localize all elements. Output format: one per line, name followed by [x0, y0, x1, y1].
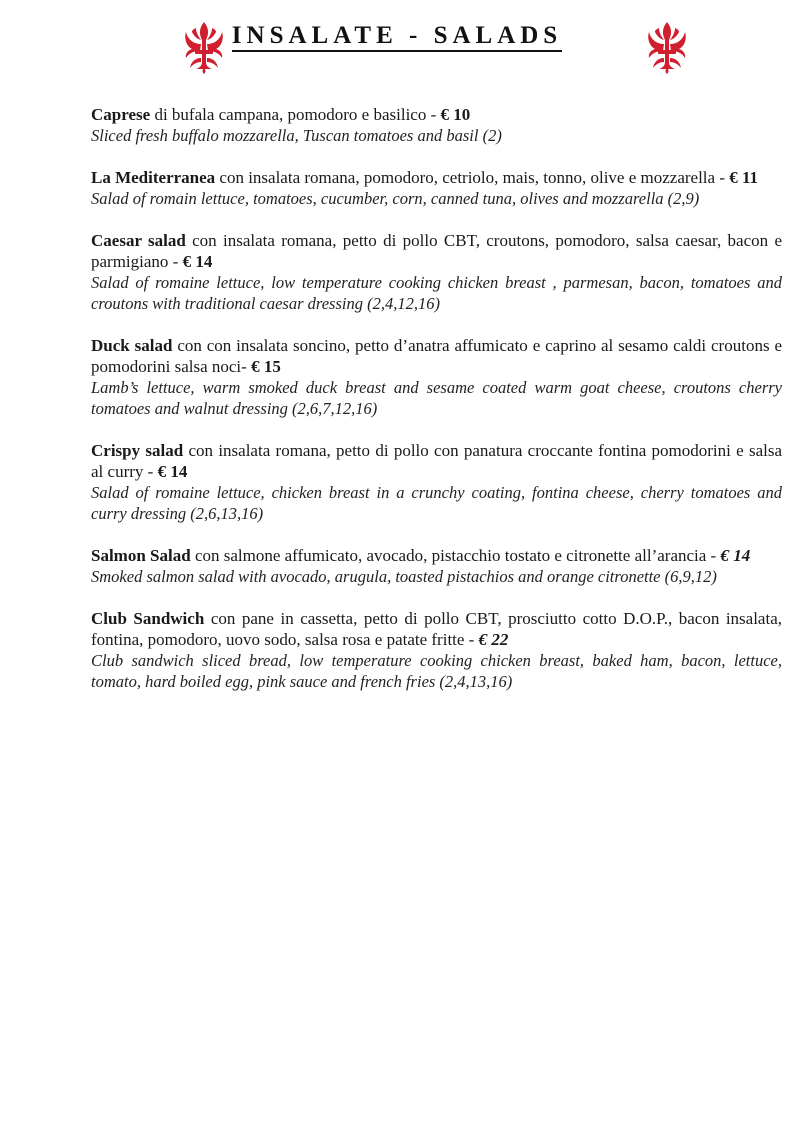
italian-description [91, 608, 782, 650]
italian-description [91, 230, 782, 272]
dish-name: Salmon Salad [91, 546, 191, 565]
english-description: Salad of romaine lettuce, low temperature cooking chicken breast , parmesan, bacon, tomatoes and croutons with traditional caesar dressing (2,4,12,16) [91, 273, 782, 313]
italian-description [91, 545, 782, 566]
english-description: Club sandwich sliced bread, low temperature cooking chicken breast, baked ham, bacon, lettuce, tomato, hard boiled egg, pink sauce and french fries (2,4,13,16) [91, 651, 782, 691]
italian-description [91, 167, 782, 188]
dish-price: € 15 [251, 357, 281, 376]
dish-italian-text: con salmone affumicato, avocado, pistacchio tostato e citronette all’arancia - [194, 546, 721, 565]
dish-italian-text: con pane in cassetta, petto di pollo CBT, prosciutto cotto D.O.P., bacon insalata, fontina, pomodoro, uovo sodo, salsa rosa e patate fritte - [91, 609, 782, 649]
dish-name: Club Sandwich [91, 609, 205, 628]
dish-price: € 22 [478, 630, 509, 649]
english-description: Sliced fresh buffalo mozzarella, Tuscan tomatoes and basil (2) [91, 126, 502, 145]
dish-name: La Mediterranea [91, 168, 216, 187]
dish-italian-text: di bufala campana, pomodoro e basilico - [154, 105, 441, 124]
page-header [0, 18, 794, 78]
dish-italian-text: con insalata romana, petto di pollo con panatura croccante fontina pomodorini e salsa al curry - [91, 441, 783, 481]
dish-italian-text: con insalata romana, pomodoro, cetriolo, mais, tonno, olive e mozzarella - [219, 168, 730, 187]
salad-menu-list [91, 104, 782, 713]
dish-price: € 10 [440, 105, 471, 124]
dish-name: Caprese [91, 105, 151, 124]
florentine-lily-icon [645, 20, 689, 74]
menu-item-caprese [91, 104, 782, 146]
menu-item-duck-salad [91, 335, 782, 419]
italian-description [91, 335, 782, 377]
page-title-text: INSALATE - SALADS [232, 22, 562, 52]
menu-item-club-sandwich [91, 608, 782, 692]
menu-item-la-mediterranea [91, 167, 782, 209]
dish-name: Caesar salad [91, 231, 186, 250]
dish-name: Crispy salad [91, 441, 184, 460]
dish-price: € 14 [157, 462, 188, 481]
dish-italian-text: con insalata romana, petto di pollo CBT, croutons, pomodoro, salsa caesar, bacon e parmigiano - [91, 231, 782, 271]
english-description: Lamb’s lettuce, warm smoked duck breast and sesame coated warm goat cheese, croutons cherry tomatoes and walnut dressing (2,6,7,12,16) [91, 378, 782, 418]
dish-price: € 14 [182, 252, 213, 271]
italian-description [91, 440, 782, 482]
english-description: Salad of romain lettuce, tomatoes, cucumber, corn, canned tuna, olives and mozzarella (2,9) [91, 189, 700, 208]
menu-item-caesar-salad [91, 230, 782, 314]
menu-item-salmon-salad [91, 545, 782, 587]
english-description: Smoked salmon salad with avocado, arugula, toasted pistachios and orange citronette (6,9,12) [91, 567, 717, 586]
italian-description [91, 104, 782, 125]
english-description: Salad of romaine lettuce, chicken breast in a crunchy coating, fontina cheese, cherry tomatoes and curry dressing (2,6,13,16) [91, 483, 782, 523]
dish-italian-text: con con insalata soncino, petto d’anatra affumicato e caprino al sesamo caldi croutons e pomodorini salsa noci- [91, 336, 782, 376]
dish-name: Duck salad [91, 336, 173, 355]
dish-price: € 11 [729, 168, 759, 187]
dish-price: € 14 [720, 546, 751, 565]
menu-item-crispy-salad [91, 440, 782, 524]
